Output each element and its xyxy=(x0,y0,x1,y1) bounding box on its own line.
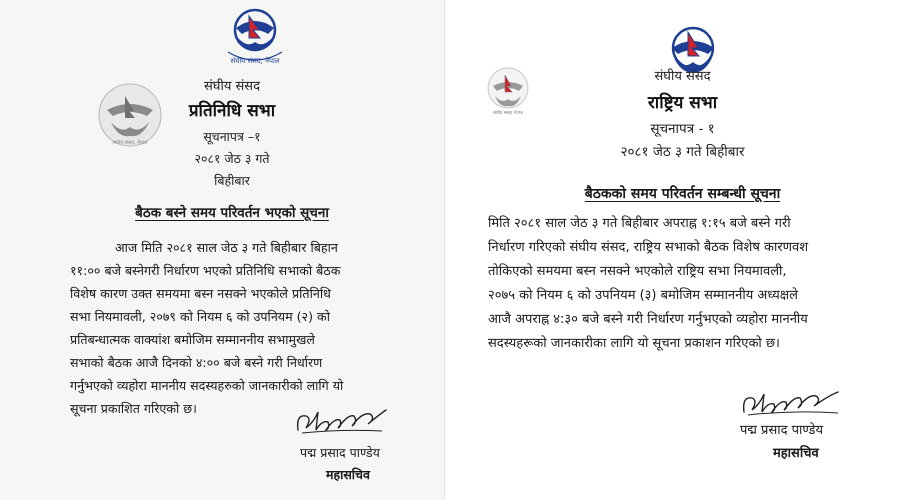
notice-house-of-representatives xyxy=(0,0,445,500)
notice-subject: बैठकको समय परिवर्तन सम्बन्धी सूचना xyxy=(584,186,781,202)
body-line: सभाको बैठक आजै दिनको ४:०० बजे बस्ने गरी निर्धारण xyxy=(70,355,323,370)
notice-body xyxy=(488,212,888,356)
body-line: प्रतिबन्धात्मक वाक्यांश बमोजिम सम्माननीय सभामुखले xyxy=(70,332,315,347)
body-line: तोकिएको समयमा बस्न नसक्ने भएकोले राष्ट्रिय सभा नियमावली, xyxy=(488,264,787,279)
notice-number: सूचनापत्र - १ xyxy=(650,121,715,137)
notice-date: २०८१ जेठ ३ गते बिहीबार xyxy=(620,144,745,160)
house-name: प्रतिनिधि सभा xyxy=(188,101,276,121)
signatory-name: पद्म प्रसाद पाण्डेय xyxy=(300,445,380,460)
handwritten-signature xyxy=(292,400,392,444)
body-line: आजै अपराह्न ४:३० बजे बस्ने गरी निर्धारण गर्नुभएको व्यहोरा माननीय xyxy=(488,312,808,327)
notice-date: २०८१ जेठ ३ गते xyxy=(194,151,270,166)
body-line: गर्नुभएको व्यहोरा माननीय सदस्यहरुको जानकारीको लागि यो xyxy=(70,378,344,393)
emblem-caption: संघीय संसद, नेपाल xyxy=(230,57,280,65)
body-line: निर्धारण गरिएको संघीय संसद, राष्ट्रिय सभाको बैठक विशेष कारणवश xyxy=(488,240,809,255)
body-line: ११:०० बजे बस्नेगरी निर्धारण भएको प्रतिनिधि सभाको बैठक xyxy=(70,263,341,278)
signatory-title: महासचिव xyxy=(326,467,370,482)
federal-parliament-emblem xyxy=(222,8,288,66)
body-line: सूचना प्रकाशित गरिएको छ। xyxy=(70,401,197,416)
notice-national-assembly xyxy=(455,0,900,500)
body-line: मिति २०८१ साल जेठ ३ गते बिहीबार अपराह्न १:१५ बजे बस्ने गरी xyxy=(488,216,791,231)
svg-text:संघीय संसद नेपाल: संघीय संसद नेपाल xyxy=(492,111,524,116)
body-line: आज मिति २०८१ साल जेठ ३ गते बिहीबार बिहान xyxy=(115,240,338,255)
notice-body xyxy=(70,236,410,420)
house-name: राष्ट्रिय सभा xyxy=(647,93,718,113)
svg-text:संघीय संसद, नेपाल: संघीय संसद, नेपाल xyxy=(112,140,148,146)
signatory-title: महासचिव xyxy=(773,446,819,461)
body-line: सदस्यहरूको जानकारीका लागि यो सूचना प्रकाशन गरिएको छ। xyxy=(488,336,780,351)
signatory-name: पद्म प्रसाद पाण्डेय xyxy=(740,423,824,438)
notice-subject: बैठक बस्ने समय परिवर्तन भएको सूचना xyxy=(135,205,329,221)
org-name: संघीय संसद xyxy=(204,79,260,94)
body-line: विशेष कारण उक्त समयमा बस्न नसक्ने भएकोले प्रतिनिधि xyxy=(70,286,331,301)
notice-day: बिहीबार xyxy=(214,173,250,188)
org-name: संघीय संसद xyxy=(654,69,711,84)
body-line: सभा नियमावली, २०७९ को नियम ६ को उपनियम (२) को xyxy=(70,309,330,324)
notice-number: सूचनापत्र –१ xyxy=(203,129,261,144)
body-line: २०७५ को नियम ६ को उपनियम (३) बमोजिम सम्माननीय अध्यक्षले xyxy=(488,288,798,303)
